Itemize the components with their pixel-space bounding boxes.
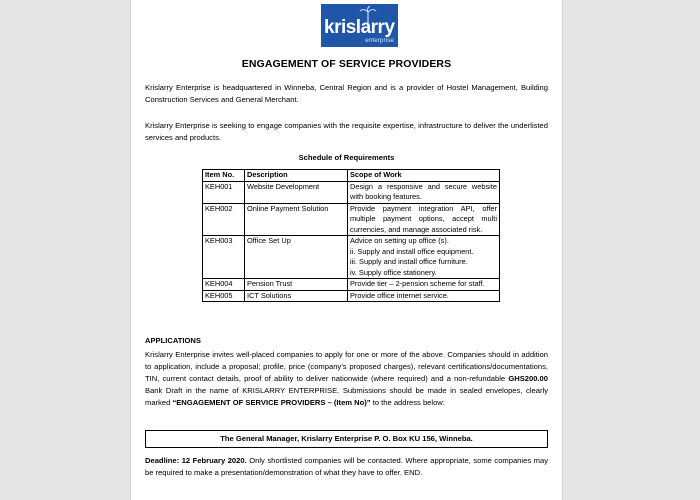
cell-scope	[348, 203, 500, 236]
cell-description: Online Payment Solution	[245, 203, 348, 236]
table-row	[203, 236, 500, 279]
fee-amount: GHS200.00	[508, 374, 548, 383]
intro-paragraph-1: Krislarry Enterprise is headquartered in Winneba, Central Region and is a provider of Hostel Management, Building Construction Services and General Merchant.	[145, 83, 548, 104]
cell-description: Pension Trust	[245, 279, 348, 291]
cell-scope	[348, 279, 500, 291]
deadline-label: Deadline: 12 February 2020.	[145, 456, 247, 465]
scope-line: Provide tier – 2-pension scheme for staff.	[350, 279, 485, 288]
scope-line: ii. Supply and install office equipment.	[350, 246, 474, 256]
logo-wordmark: krislarry	[324, 17, 395, 38]
cell-scope	[348, 290, 500, 302]
applications-text-3: to the address below:	[370, 398, 445, 407]
cell-item: KEH004	[203, 279, 245, 291]
document-title: ENGAGEMENT OF SERVICE PROVIDERS	[241, 58, 452, 70]
logo-subtext: enterprise	[365, 37, 394, 44]
cell-description: ICT Solutions	[245, 290, 348, 302]
intro-paragraph-2: Krislarry Enterprise is seeking to engage companies with the requisite expertise, infrastructure to deliver the underlisted services and products.	[145, 121, 548, 142]
applications-text-1: Krislarry Enterprise invites well-placed companies to apply for one or more of the above. Companies should in addition to application, include a proposal; profile, price (company’s proposed charges), relevant certifications/documentations, TIN, current contact details, proof of ability to deliver nationwide (where required) and a non-refundable	[145, 350, 548, 383]
envelope-marking: “ENGAGEMENT OF SERVICE PROVIDERS – (Item No)”	[172, 398, 371, 407]
scope-line: Provide office internet service.	[350, 290, 449, 300]
document-page	[130, 0, 563, 500]
table-row	[203, 279, 500, 291]
scope-line: Design a responsive and secure website with booking features.	[350, 181, 497, 201]
table-row	[203, 290, 500, 302]
header-scope: Scope of Work	[348, 170, 500, 182]
cell-description: Website Development	[245, 181, 348, 203]
applications-text-2: Bank Draft in the name of KRISLARRY ENTERPRISE. Submissions should be made in sealed envelopes, clearly marked	[145, 386, 548, 407]
table-row	[203, 203, 500, 236]
cell-description: Office Set Up	[245, 236, 348, 279]
cell-item: KEH005	[203, 290, 245, 302]
schedule-title: Schedule of Requirements	[298, 153, 395, 162]
header-item-no: Item No.	[203, 170, 245, 182]
cell-item: KEH003	[203, 236, 245, 279]
scope-line: Advice on setting up office (s).	[350, 236, 449, 245]
scope-line: iii. Supply and install office furniture.	[350, 257, 468, 266]
table-row	[203, 181, 500, 203]
cell-scope	[348, 181, 500, 203]
company-logo	[321, 4, 398, 47]
header-description: Description	[245, 170, 348, 182]
cell-item: KEH001	[203, 181, 245, 203]
table-header-row	[203, 170, 500, 182]
address-box: The General Manager, Krislarry Enterprise P. O. Box KU 156, Winneba.	[145, 430, 548, 448]
deadline-text: Only shortlisted companies will be contacted. Where appropriate, some companies may be required to make a presentation/demonstration of what they have to offer. END.	[145, 456, 548, 477]
scope-line: iv. Supply office stationery.	[350, 267, 437, 277]
cell-item: KEH002	[203, 203, 245, 236]
applications-heading: APPLICATIONS	[145, 336, 201, 345]
cell-scope	[348, 236, 500, 279]
requirements-table	[202, 169, 500, 302]
applications-paragraph	[145, 349, 548, 409]
scope-line: Provide payment integration API, offer multiple payment options, accept multi currencies, and manage associated risk.	[350, 203, 497, 234]
deadline-paragraph	[145, 455, 548, 479]
